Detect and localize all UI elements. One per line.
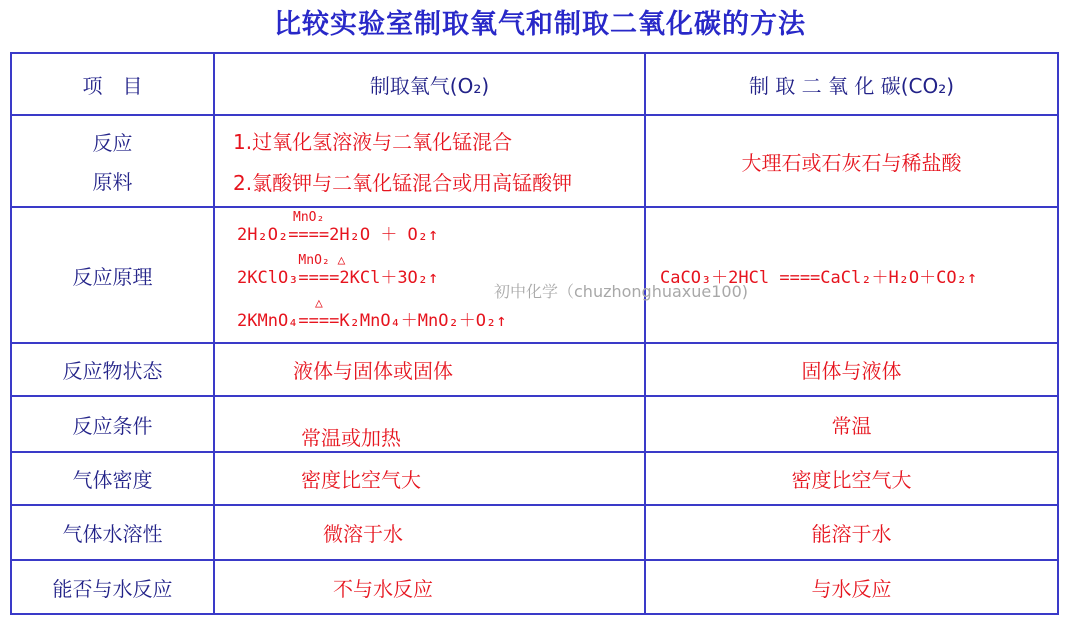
oxygen-material-2: 2.氯酸钾与二氧化锰混合或用高锰酸钾 xyxy=(233,171,573,195)
eq-right: K₂MnO₄＋MnO₂＋O₂↑ xyxy=(339,310,507,331)
table-row xyxy=(11,343,1058,396)
eq-arrow: MnO₂ ==== xyxy=(288,209,330,245)
table-row xyxy=(11,207,1058,343)
oxygen-solubility: 微溶于水 xyxy=(214,505,645,560)
eq-right: 2H₂O ＋ O₂↑ xyxy=(329,224,439,245)
eq-condition: MnO₂ △ xyxy=(298,252,346,268)
eq-arrow: △ ==== xyxy=(298,295,340,331)
table-row xyxy=(11,505,1058,560)
co2-conditions: 常温 xyxy=(645,396,1058,452)
row-label-water-reaction: 能否与水反应 xyxy=(11,560,214,614)
page-title: 比较实验室制取氧气和制取二氧化碳的方法 xyxy=(274,9,806,40)
eq-left: 2H₂O₂ xyxy=(237,224,289,245)
row-label-reactant-state: 反应物状态 xyxy=(11,343,214,396)
oxygen-water-reaction: 不与水反应 xyxy=(214,560,645,614)
eq-left: 2KMnO₄ xyxy=(237,310,299,331)
equation-h2o2 xyxy=(237,209,644,245)
header-co2: 制 取 二 氧 化 碳(CO₂) xyxy=(645,53,1058,115)
co2-raw-materials: 大理石或石灰石与稀盐酸 xyxy=(645,115,1058,207)
row-label-raw-materials xyxy=(11,115,214,207)
equation-kclo3 xyxy=(237,252,644,288)
eq-right: 2KCl＋3O₂↑ xyxy=(339,267,439,288)
eq-condition: MnO₂ xyxy=(293,209,325,225)
row-label-line: 原料 xyxy=(92,170,133,194)
oxygen-density: 密度比空气大 xyxy=(214,452,645,505)
table-row xyxy=(11,396,1058,452)
comparison-table xyxy=(10,52,1059,615)
table-row xyxy=(11,115,1058,207)
co2-equation: CaCO₃＋2HCl ====CaCl₂＋H₂O＋CO₂↑ xyxy=(645,207,1058,343)
co2-solubility: 能溶于水 xyxy=(645,505,1058,560)
oxygen-reactant-state: 液体与固体或固体 xyxy=(214,343,645,396)
co2-density: 密度比空气大 xyxy=(645,452,1058,505)
oxygen-conditions: 常温或加热 xyxy=(214,396,645,452)
co2-reactant-state: 固体与液体 xyxy=(645,343,1058,396)
row-label-principle: 反应原理 xyxy=(11,207,214,343)
eq-left: 2KClO₃ xyxy=(237,267,299,288)
header-item: 项 目 xyxy=(11,53,214,115)
watermark: 初中化学（chuzhonghuaxue100) xyxy=(494,282,749,301)
row-label-solubility: 气体水溶性 xyxy=(11,505,214,560)
oxygen-equations xyxy=(214,207,645,343)
header-oxygen: 制取氧气(O₂) xyxy=(214,53,645,115)
table-row xyxy=(11,560,1058,614)
row-label-line: 反应 xyxy=(92,131,133,155)
co2-water-reaction: 与水反应 xyxy=(645,560,1058,614)
table-header-row xyxy=(11,53,1058,115)
row-label-density: 气体密度 xyxy=(11,452,214,505)
equation-kmno4 xyxy=(237,295,644,331)
eq-arrow: MnO₂ △ ==== xyxy=(298,252,346,288)
oxygen-raw-materials xyxy=(214,115,645,207)
oxygen-material-1: 1.过氧化氢溶液与二氧化锰混合 xyxy=(233,130,513,154)
eq-condition: △ xyxy=(314,295,323,311)
row-label-conditions: 反应条件 xyxy=(11,396,214,452)
table-row xyxy=(11,452,1058,505)
